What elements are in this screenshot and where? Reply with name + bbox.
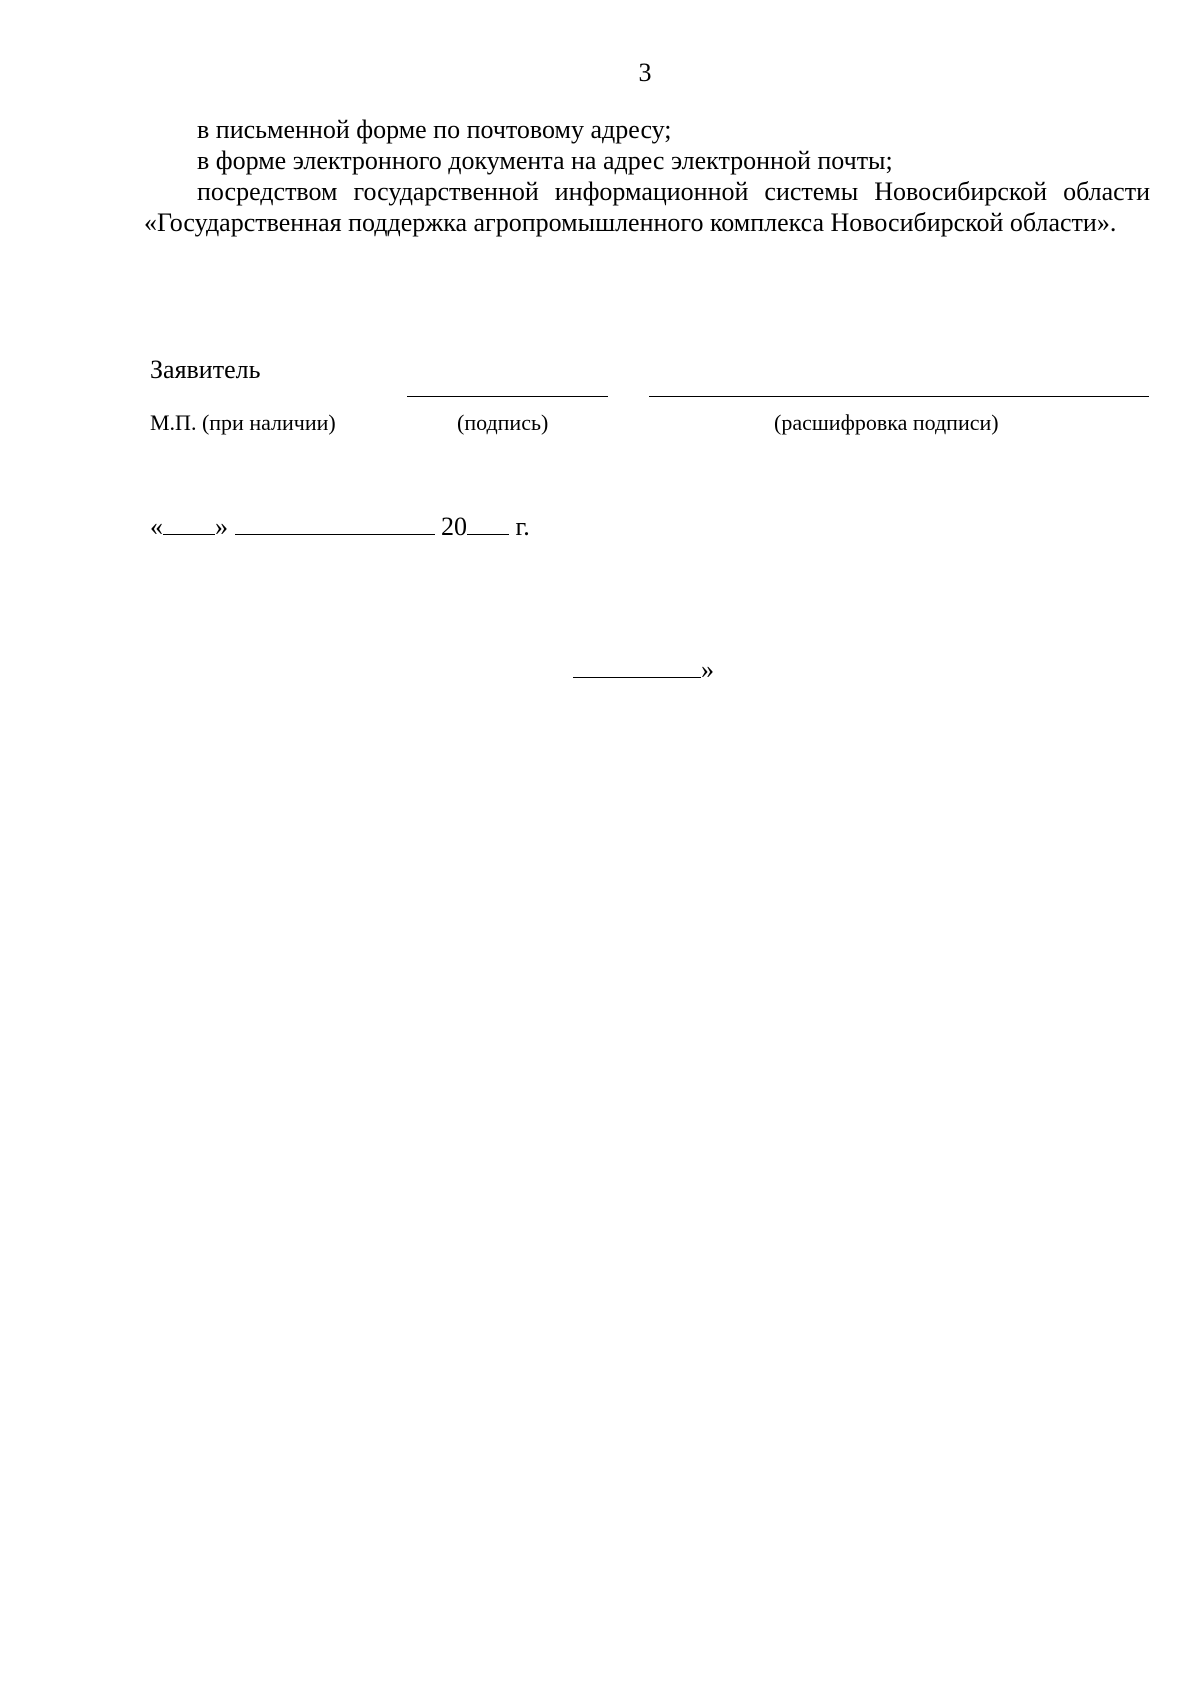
date-line — [150, 510, 530, 542]
date-close-quote: » — [215, 512, 228, 541]
paragraph-email: в форме электронного документа на адрес электронной почты; — [197, 146, 893, 175]
paragraph-information-system: посредством государственной информационной системы Новосибирской области «Государственная поддержка агропромышленного комплекса Новосибирской области». — [144, 177, 1150, 237]
paragraph-postal: в письменной форме по почтовому адресу; — [197, 115, 672, 144]
date-year-blank — [467, 510, 509, 535]
closing-mark — [573, 653, 714, 685]
stamp-caption: М.П. (при наличии) — [150, 410, 336, 435]
date-day-blank — [163, 510, 215, 535]
page-number: 3 — [638, 58, 652, 87]
body-text — [144, 114, 1150, 238]
date-year-prefix: 20 — [441, 512, 467, 541]
closing-quote: » — [701, 655, 714, 684]
signature-decoding-line — [649, 396, 1149, 397]
date-month-blank — [235, 510, 435, 535]
closing-blank — [573, 653, 701, 678]
applicant-label: Заявитель — [150, 355, 261, 384]
date-open-quote: « — [150, 512, 163, 541]
signature-line — [407, 396, 608, 397]
signature-caption: (подпись) — [457, 410, 549, 435]
date-year-suffix: г. — [515, 512, 530, 541]
signature-decoding-caption: (расшифровка подписи) — [774, 410, 999, 435]
